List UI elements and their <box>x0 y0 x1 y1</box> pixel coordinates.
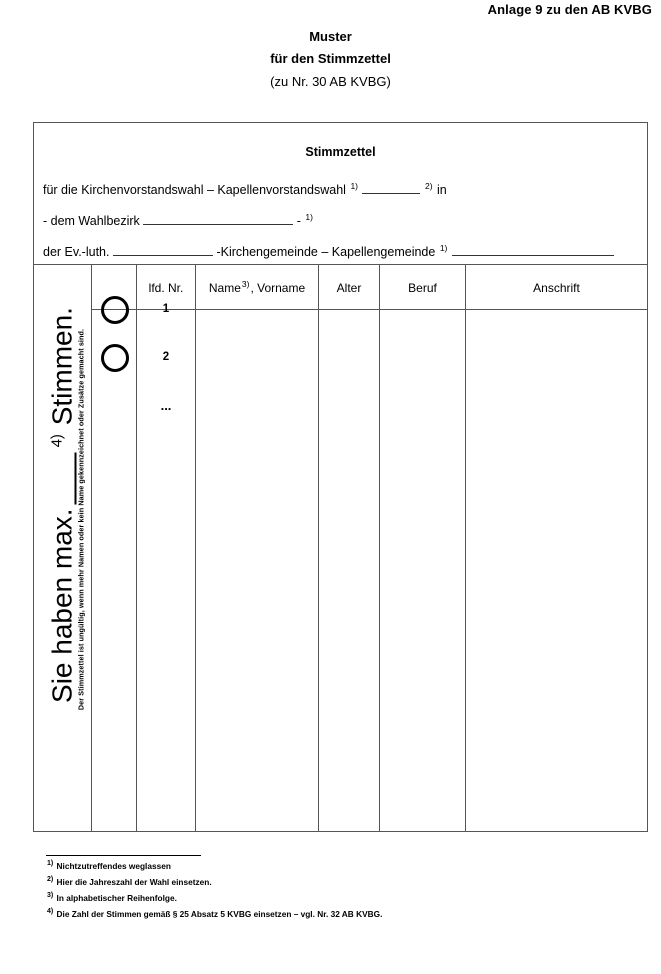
ballot-parish-line <box>43 244 647 260</box>
parish-name-blank[interactable] <box>113 244 213 256</box>
footnote-separator-rule <box>46 855 201 856</box>
document-title-block <box>0 26 661 94</box>
footnote-text-1: Nichtzutreffendes weglassen <box>56 861 171 871</box>
max-votes-prefix: Sie haben max. <box>46 508 78 703</box>
footnote-number-4: 4) <box>47 908 54 916</box>
footnotes-section <box>46 855 606 922</box>
column-header-nr: lfd. Nr. <box>148 281 184 295</box>
ballot-district-dash: - <box>296 214 301 228</box>
ballot-parish-text: -Kirchengemeinde – Kapellengemeinde <box>216 245 436 259</box>
column-header-alter: Alter <box>336 281 362 295</box>
column-header-name-suffix: , Vorname <box>250 281 306 295</box>
footnote-number-3: 3) <box>47 892 54 900</box>
ballot-district-text: - dem Wahlbezirk <box>43 214 140 228</box>
page-reference: (zu Nr. 30 AB KVBG) <box>270 74 391 89</box>
ballot-heading: Stimmzettel <box>305 145 376 159</box>
footnote-item-3 <box>46 890 606 906</box>
footnote-marker-3: 3) <box>241 279 250 289</box>
footnote-item-1 <box>46 858 606 874</box>
invalid-ballot-note: Der Stimmzettel ist ungültig, wenn mehr Namen oder kein Name gekennzeichnet oder Zusätze gemacht sind. <box>76 328 86 711</box>
page-subtitle: für den Stimmzettel <box>270 51 391 66</box>
footnote-number-1: 1) <box>47 860 54 868</box>
election-year-blank[interactable] <box>362 182 420 194</box>
ballot-election-text: für die Kirchenvorstandswahl – Kapellenvorstandswahl <box>43 183 346 197</box>
ballot-form-frame <box>33 122 648 832</box>
footnote-item-4 <box>46 906 606 922</box>
footnote-text-3: In alphabetischer Reihenfolge. <box>56 893 177 903</box>
column-divider-beruf <box>465 265 466 831</box>
column-header-anschrift: Anschrift <box>533 281 580 295</box>
column-header-beruf: Beruf <box>408 281 437 295</box>
district-blank[interactable] <box>143 213 293 225</box>
footnote-marker-2: 2) <box>424 180 433 191</box>
ballot-election-line <box>43 182 647 198</box>
vote-circle-column <box>92 265 136 831</box>
column-divider-name <box>318 265 319 831</box>
row-number-ellipsis: ... <box>160 398 172 413</box>
footnote-number-2: 2) <box>47 876 54 884</box>
footnote-item-2 <box>46 874 606 890</box>
ballot-election-suffix: in <box>437 183 447 197</box>
row-number-2: 2 <box>162 351 170 363</box>
row-number-1: 1 <box>162 303 170 315</box>
footnote-marker-4: 4) <box>48 434 66 448</box>
vote-circle-row-2[interactable] <box>101 344 129 372</box>
footnote-text-4: Die Zahl der Stimmen gemäß § 25 Absatz 5 KVBG einsetzen – vgl. Nr. 32 AB KVBG. <box>56 909 383 919</box>
ballot-parish-prefix: der Ev.-luth. <box>43 245 110 259</box>
max-votes-blank[interactable] <box>52 452 76 504</box>
ballot-district-line <box>43 213 647 229</box>
column-divider-alter <box>379 265 380 831</box>
annex-reference: Anlage 9 zu den AB KVBG <box>487 2 652 17</box>
footnote-marker-1b: 1) <box>305 211 313 222</box>
vote-instruction-sidebar <box>34 265 91 831</box>
vote-circle-row-1[interactable] <box>101 296 129 324</box>
row-number-column <box>137 265 195 831</box>
ballot-header-section <box>34 123 647 265</box>
footnote-marker-1c: 1) <box>439 242 448 253</box>
column-header-name <box>196 281 318 295</box>
column-divider-nr <box>195 265 196 831</box>
column-header-name-text: Name <box>208 281 241 295</box>
max-votes-instruction <box>47 258 79 753</box>
page-title: Muster <box>309 29 352 44</box>
max-votes-suffix: Stimmen. <box>46 307 78 426</box>
parish-blank[interactable] <box>452 244 614 256</box>
footnote-text-2: Hier die Jahreszahl der Wahl einsetzen. <box>56 877 212 887</box>
candidate-table <box>34 265 647 831</box>
footnote-marker-1: 1) <box>350 180 358 191</box>
